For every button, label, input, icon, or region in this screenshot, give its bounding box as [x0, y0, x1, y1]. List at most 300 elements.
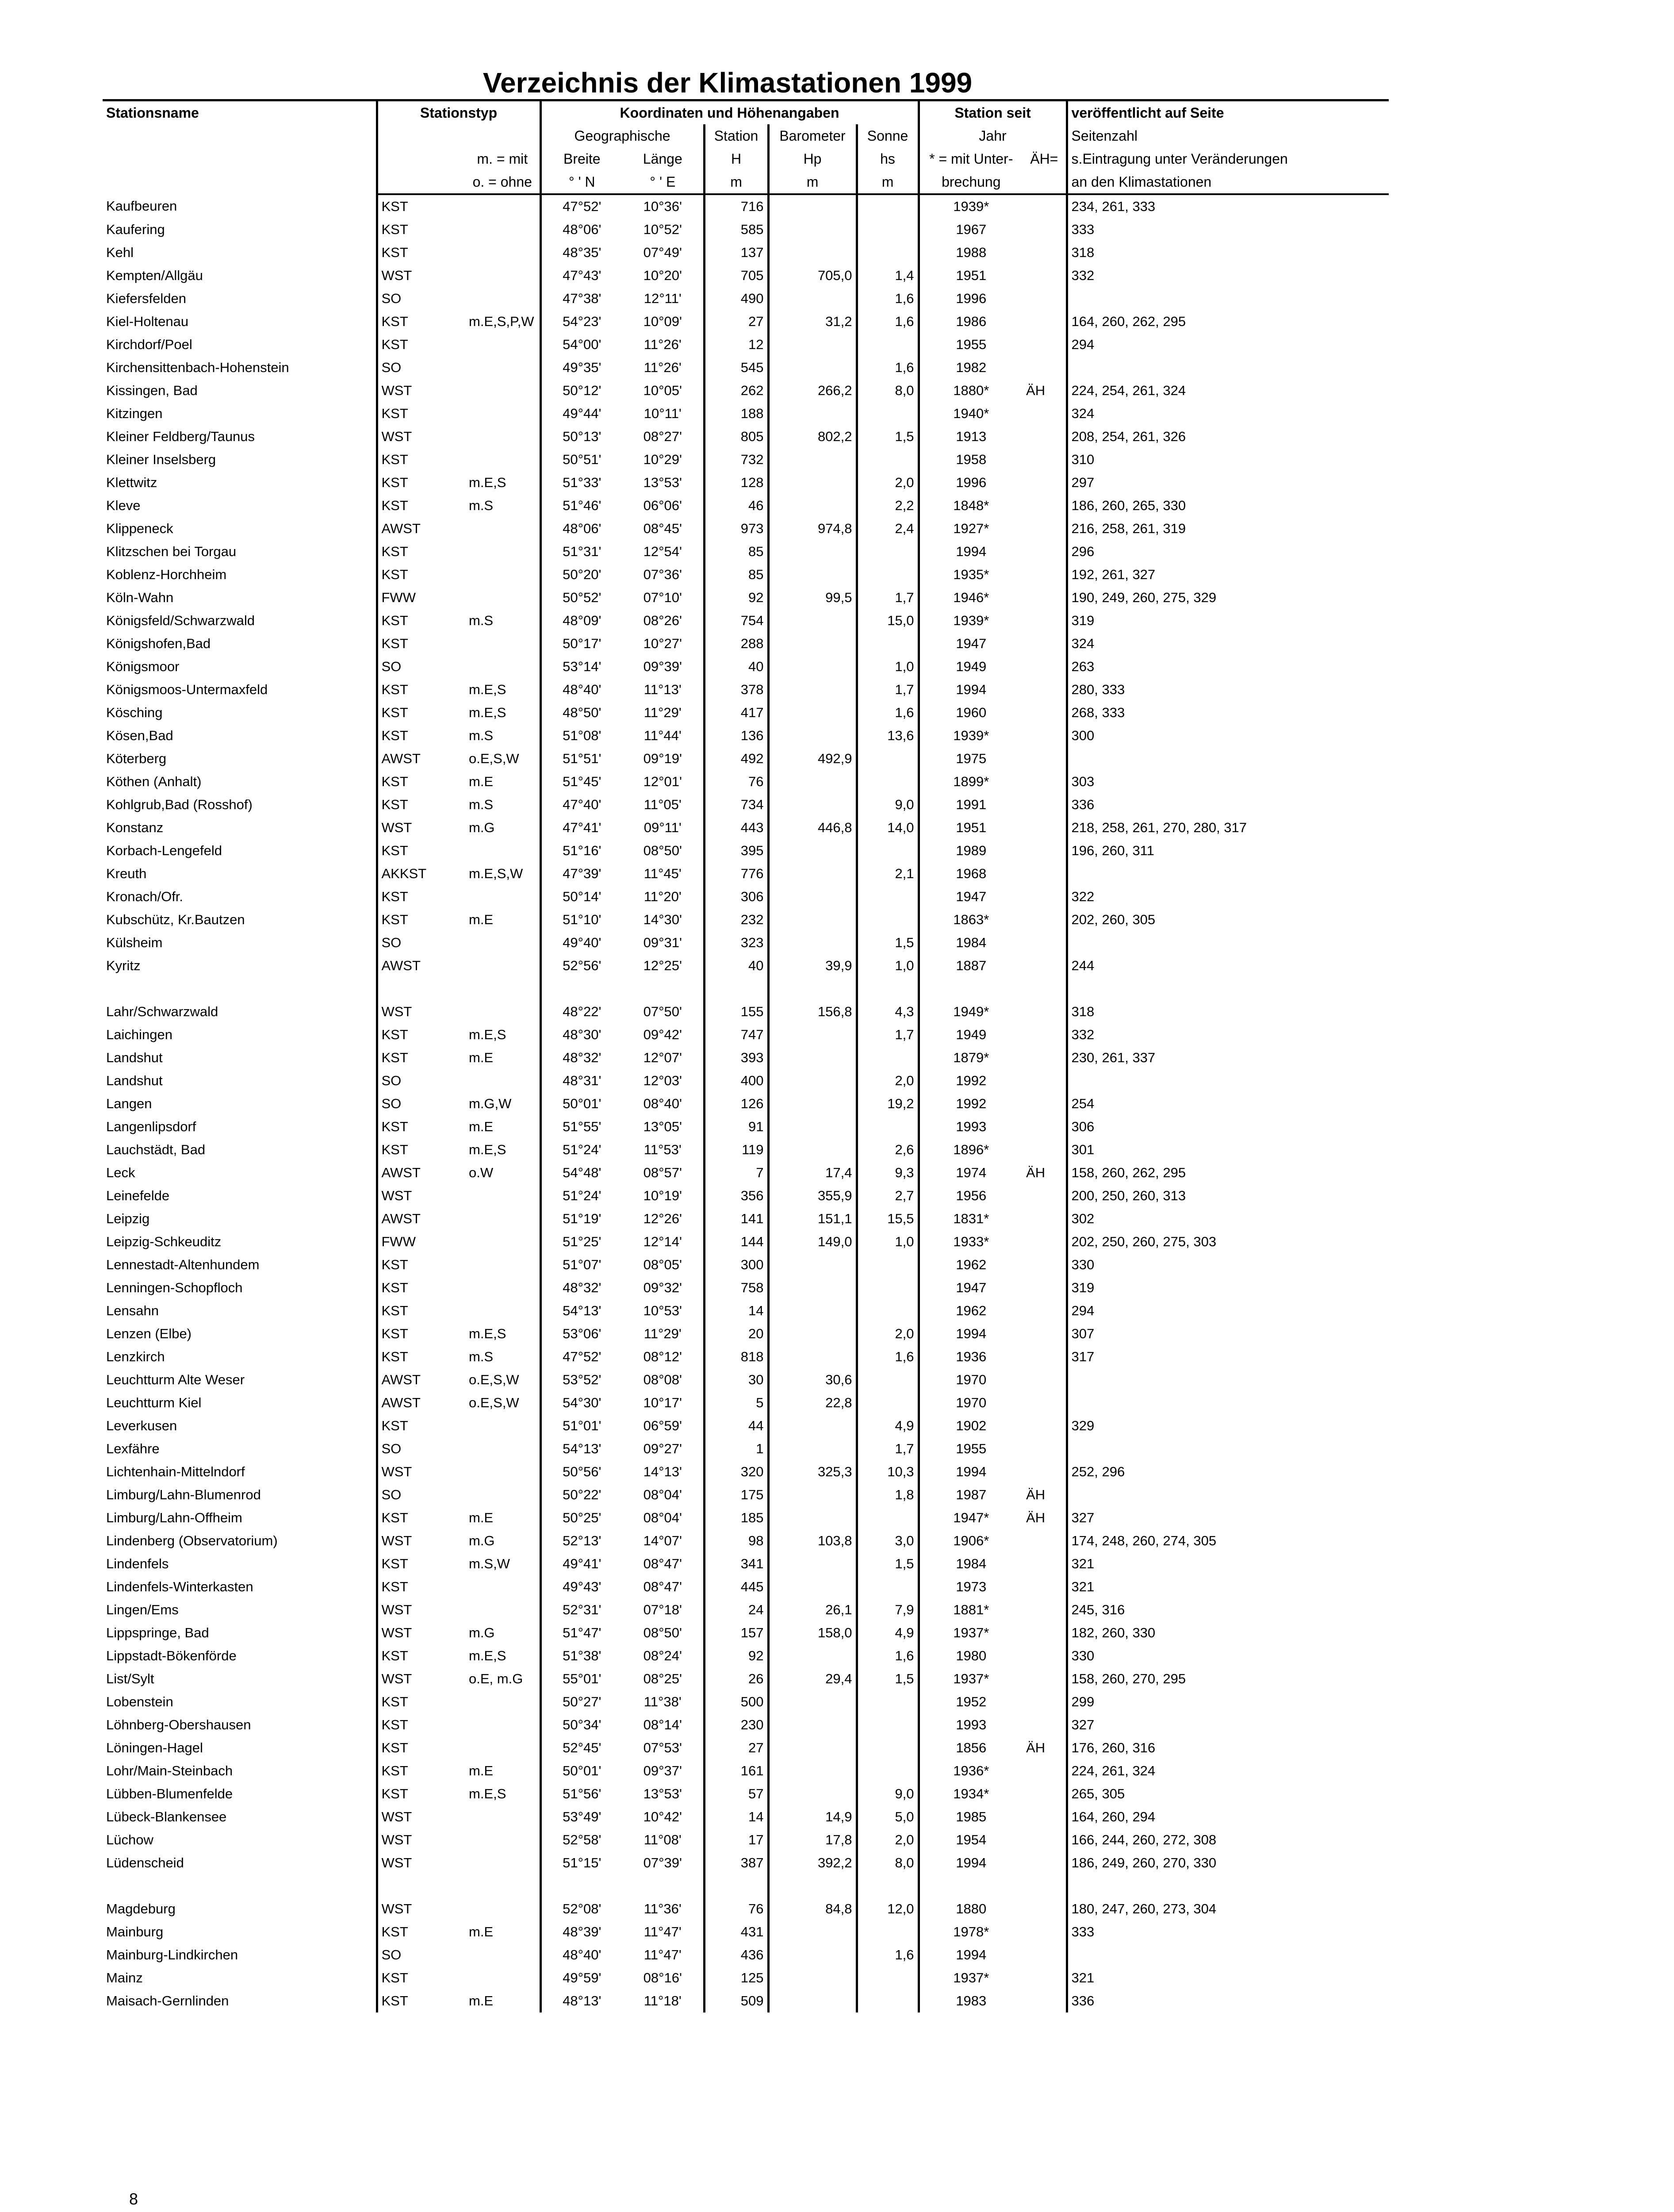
station-type: KST [381, 544, 408, 559]
pages: 174, 248, 260, 274, 305 [1071, 1533, 1217, 1548]
laenge: 08°04' [622, 1506, 704, 1529]
laenge: 12°11' [622, 287, 704, 310]
station-name: Langen [103, 1092, 377, 1115]
sonne-height: 2,0 [857, 471, 919, 494]
station-measure: o.E,S,W [465, 1368, 540, 1391]
station-measure: m.S [465, 793, 540, 816]
barometer-height [768, 1782, 857, 1805]
laenge: 08°50' [622, 1621, 704, 1644]
table-row [103, 1253, 1389, 1276]
table-row [103, 1667, 1389, 1690]
breite: 48°35' [563, 245, 601, 260]
sonne-height: 8,0 [857, 379, 919, 402]
station-type: WST [381, 1901, 412, 1916]
barometer-height: 325,3 [768, 1460, 857, 1483]
station-height: 125 [704, 1966, 768, 1989]
station-name: Kissingen, Bad [103, 379, 377, 402]
aeh-flag [1023, 310, 1067, 333]
table-row [103, 954, 1389, 977]
station-since: 1980 [956, 1648, 987, 1663]
table-row [103, 425, 1389, 448]
sonne-height [857, 402, 919, 425]
laenge: 08°14' [622, 1713, 704, 1736]
pages: 158, 260, 262, 295 [1071, 1165, 1186, 1180]
barometer-height [768, 1920, 857, 1943]
station-type: KST [381, 1050, 408, 1065]
station-since: 1993 [956, 1717, 987, 1732]
pages [1067, 1368, 1389, 1391]
station-measure [465, 1575, 540, 1598]
station-height: 417 [704, 701, 768, 724]
sonne-height: 7,9 [857, 1598, 919, 1621]
sonne-height: 2,6 [857, 1138, 919, 1161]
station-height: 973 [704, 517, 768, 540]
table-row [103, 816, 1389, 839]
laenge: 13°53' [622, 471, 704, 494]
barometer-height [768, 1046, 857, 1069]
station-type: WST [381, 1832, 412, 1847]
station-since: 1856 [956, 1740, 987, 1755]
station-since: 1831* [953, 1211, 989, 1226]
barometer-height: 17,4 [768, 1161, 857, 1184]
laenge: 11°47' [622, 1943, 704, 1966]
station-height: 185 [704, 1506, 768, 1529]
sonne-height [857, 1115, 919, 1138]
sonne-height: 1,4 [857, 264, 919, 287]
station-name: Klippeneck [103, 517, 377, 540]
station-type: AWST [381, 521, 421, 536]
station-measure [465, 1000, 540, 1023]
pages: 158, 260, 270, 295 [1071, 1671, 1186, 1686]
table-row [103, 1966, 1389, 1989]
barometer-height [768, 839, 857, 862]
pages: 280, 333 [1071, 682, 1125, 697]
station-measure: m.S,W [465, 1552, 540, 1575]
station-since: 1984 [956, 1556, 987, 1571]
aeh-flag [1023, 1713, 1067, 1736]
station-name: Laichingen [103, 1023, 377, 1046]
breite: 52°58' [563, 1832, 601, 1847]
station-type: KST [381, 613, 408, 628]
sonne-height: 1,6 [857, 287, 919, 310]
barometer-height [768, 333, 857, 356]
laenge: 11°44' [622, 724, 704, 747]
aeh-flag [1023, 540, 1067, 563]
aeh-flag [1023, 655, 1067, 678]
station-measure: m.E,S [465, 678, 540, 701]
breite: 48°31' [563, 1073, 601, 1088]
breite: 50°12' [563, 383, 601, 398]
station-name: Kösching [103, 701, 377, 724]
barometer-height: 974,8 [768, 517, 857, 540]
station-since: 1991 [956, 797, 987, 812]
station-since: 1962 [956, 1303, 987, 1318]
station-type: WST [381, 820, 412, 835]
station-since: 1994 [956, 1464, 987, 1479]
barometer-height: 392,2 [768, 1851, 857, 1874]
barometer-height [768, 1943, 857, 1966]
table-row [103, 1506, 1389, 1529]
table-row [103, 1943, 1389, 1966]
station-since: 1994 [956, 1855, 987, 1870]
barometer-height [768, 218, 857, 241]
group-gap [103, 1874, 1389, 1897]
aeh-flag: ÄH [1023, 1506, 1067, 1529]
aeh-flag [1023, 402, 1067, 425]
aeh-flag [1023, 1782, 1067, 1805]
pages [1067, 931, 1389, 954]
breite: 52°31' [563, 1602, 601, 1617]
barometer-height [768, 1437, 857, 1460]
station-height: 734 [704, 793, 768, 816]
header-geographische: Geographische [540, 124, 704, 147]
breite: 53°14' [563, 659, 601, 674]
sonne-height: 4,9 [857, 1414, 919, 1437]
barometer-height: 31,2 [768, 310, 857, 333]
aeh-flag [1023, 1184, 1067, 1207]
barometer-height [768, 1759, 857, 1782]
breite: 53°52' [563, 1372, 601, 1387]
station-type: KST [381, 1027, 408, 1042]
laenge: 14°07' [622, 1529, 704, 1552]
breite: 51°24' [563, 1188, 601, 1203]
barometer-height: 99,5 [768, 586, 857, 609]
aeh-flag [1023, 839, 1067, 862]
station-measure: m.E,S [465, 701, 540, 724]
station-height: 716 [704, 194, 768, 218]
pages: 263 [1071, 659, 1095, 674]
sonne-height: 1,8 [857, 1483, 919, 1506]
station-type: SO [381, 291, 402, 306]
barometer-height [768, 1736, 857, 1759]
table-row [103, 1736, 1389, 1759]
table-row [103, 241, 1389, 264]
table-row [103, 1989, 1389, 2012]
station-since: 1879* [953, 1050, 989, 1065]
pages: 234, 261, 333 [1071, 199, 1156, 214]
laenge: 10°17' [622, 1391, 704, 1414]
table-row [103, 1207, 1389, 1230]
station-type: SO [381, 1487, 402, 1502]
station-measure: m.G [465, 1529, 540, 1552]
station-name: Leuchtturm Alte Weser [103, 1368, 377, 1391]
table-row [103, 194, 1389, 218]
table-row [103, 1529, 1389, 1552]
station-height: 98 [704, 1529, 768, 1552]
header-mit: m. = mit [465, 147, 540, 170]
station-type: WST [381, 1004, 412, 1019]
table-row [103, 1805, 1389, 1828]
station-measure [465, 1069, 540, 1092]
table-row [103, 1621, 1389, 1644]
breite: 54°48' [563, 1165, 601, 1180]
station-measure: o.E,S,W [465, 747, 540, 770]
station-measure: m.E [465, 1989, 540, 2012]
station-type: WST [381, 1625, 412, 1640]
station-since: 1936* [953, 1763, 989, 1778]
station-since: 1947* [953, 1510, 989, 1525]
station-measure [465, 1943, 540, 1966]
sonne-height: 1,6 [857, 1644, 919, 1667]
aeh-flag [1023, 1851, 1067, 1874]
pages: 332 [1071, 1027, 1095, 1042]
breite: 49°59' [563, 1970, 601, 1985]
station-name: Lippstadt-Bökenförde [103, 1644, 377, 1667]
station-name: Lenzkirch [103, 1345, 377, 1368]
header-sonne-hs: hs [857, 147, 919, 170]
laenge: 11°26' [622, 333, 704, 356]
breite: 52°08' [563, 1901, 601, 1916]
station-since: 1939* [953, 199, 989, 214]
laenge: 08°04' [622, 1483, 704, 1506]
table-row [103, 379, 1389, 402]
sonne-height: 2,0 [857, 1322, 919, 1345]
pages: 319 [1071, 1280, 1095, 1295]
station-height: 26 [704, 1667, 768, 1690]
station-height: 395 [704, 839, 768, 862]
pages: 190, 249, 260, 275, 329 [1071, 590, 1217, 605]
station-type: KST [381, 1510, 408, 1525]
pages: 297 [1071, 475, 1095, 490]
pages: 332 [1071, 268, 1095, 283]
laenge: 07°39' [622, 1851, 704, 1874]
station-name: Klitzschen bei Torgau [103, 540, 377, 563]
barometer-height: 29,4 [768, 1667, 857, 1690]
station-name: Löhnberg-Obershausen [103, 1713, 377, 1736]
aeh-flag [1023, 1644, 1067, 1667]
station-name: Lauchstädt, Bad [103, 1138, 377, 1161]
aeh-flag [1023, 586, 1067, 609]
station-since: 1949* [953, 1004, 989, 1019]
breite: 50°52' [563, 590, 601, 605]
breite: 51°10' [563, 912, 601, 927]
aeh-flag [1023, 770, 1067, 793]
pages: 330 [1071, 1257, 1095, 1272]
aeh-flag [1023, 1598, 1067, 1621]
station-measure: m.E [465, 770, 540, 793]
laenge: 11°26' [622, 356, 704, 379]
sonne-height: 1,7 [857, 1023, 919, 1046]
station-measure [465, 1207, 540, 1230]
laenge: 12°01' [622, 770, 704, 793]
station-type: KST [381, 1970, 408, 1985]
page-number: 8 [129, 2190, 138, 2208]
station-since: 1935* [953, 567, 989, 582]
sonne-height: 14,0 [857, 816, 919, 839]
laenge: 11°36' [622, 1897, 704, 1920]
station-measure: m.S [465, 1345, 540, 1368]
station-name: Lexfähre [103, 1437, 377, 1460]
station-type: KST [381, 1142, 408, 1157]
barometer-height [768, 1483, 857, 1506]
sonne-height [857, 1391, 919, 1414]
sonne-height [857, 1575, 919, 1598]
breite: 51°46' [563, 498, 601, 513]
table-row [103, 655, 1389, 678]
barometer-height [768, 1575, 857, 1598]
breite: 49°40' [563, 935, 601, 950]
breite: 54°00' [563, 337, 601, 352]
station-type: WST [381, 383, 412, 398]
station-height: 262 [704, 379, 768, 402]
station-type: KST [381, 222, 408, 237]
pages: 321 [1071, 1970, 1095, 1985]
breite: 50°34' [563, 1717, 601, 1732]
sonne-height: 1,5 [857, 1552, 919, 1575]
laenge: 09°42' [622, 1023, 704, 1046]
table-row [103, 1322, 1389, 1345]
breite: 48°39' [563, 1924, 601, 1939]
laenge: 11°13' [622, 678, 704, 701]
station-since: 1880 [956, 1901, 987, 1916]
table-row [103, 931, 1389, 954]
sonne-height [857, 194, 919, 218]
header-eintragung: s.Eintragung unter Veränderungen [1071, 151, 1288, 167]
laenge: 10°05' [622, 379, 704, 402]
station-name: Mainz [103, 1966, 377, 1989]
breite: 51°31' [563, 544, 601, 559]
breite: 48°06' [563, 222, 601, 237]
station-name: Lobenstein [103, 1690, 377, 1713]
station-measure: m.E,S [465, 1023, 540, 1046]
pages: 254 [1071, 1096, 1095, 1111]
pages [1067, 1437, 1389, 1460]
station-type: KST [381, 245, 408, 260]
pages: 166, 244, 260, 272, 308 [1071, 1832, 1217, 1847]
barometer-height [768, 1989, 857, 2012]
laenge: 09°37' [622, 1759, 704, 1782]
pages: 216, 258, 261, 319 [1071, 521, 1186, 536]
breite: 47°40' [563, 797, 601, 812]
station-since: 1989 [956, 843, 987, 858]
aeh-flag [1023, 609, 1067, 632]
station-measure [465, 1713, 540, 1736]
station-measure [465, 1690, 540, 1713]
aeh-flag [1023, 1414, 1067, 1437]
station-since: 1984 [956, 935, 987, 950]
station-name: Königshofen,Bad [103, 632, 377, 655]
station-name: Leck [103, 1161, 377, 1184]
station-height: 85 [704, 563, 768, 586]
aeh-flag [1023, 425, 1067, 448]
station-name: Kubschütz, Kr.Bautzen [103, 908, 377, 931]
breite: 50°51' [563, 452, 601, 467]
pages: 303 [1071, 774, 1095, 789]
table-row [103, 1460, 1389, 1483]
station-measure [465, 563, 540, 586]
pages: 192, 261, 327 [1071, 567, 1156, 582]
table-row [103, 1046, 1389, 1069]
sonne-height [857, 1920, 919, 1943]
station-measure [465, 1460, 540, 1483]
station-height: 128 [704, 471, 768, 494]
station-name: Leverkusen [103, 1414, 377, 1437]
table-row [103, 448, 1389, 471]
aeh-flag [1023, 1805, 1067, 1828]
station-name: Kiefersfelden [103, 287, 377, 310]
sonne-height [857, 540, 919, 563]
barometer-height [768, 356, 857, 379]
table-row [103, 1230, 1389, 1253]
barometer-height [768, 1069, 857, 1092]
station-type: KST [381, 1326, 408, 1341]
station-measure [465, 356, 540, 379]
station-name: Lippspringe, Bad [103, 1621, 377, 1644]
aeh-flag [1023, 862, 1067, 885]
station-measure [465, 1253, 540, 1276]
station-name: Langenlipsdorf [103, 1115, 377, 1138]
table-row [103, 701, 1389, 724]
station-height: 12 [704, 333, 768, 356]
aeh-flag [1023, 1989, 1067, 2012]
station-since: 1996 [956, 291, 987, 306]
station-name: Kehl [103, 241, 377, 264]
pages: 244 [1071, 958, 1095, 973]
table-row [103, 793, 1389, 816]
station-name: List/Sylt [103, 1667, 377, 1690]
station-height: 20 [704, 1322, 768, 1345]
barometer-height: 446,8 [768, 816, 857, 839]
station-type: SO [381, 659, 402, 674]
sonne-height: 1,7 [857, 1437, 919, 1460]
breite: 49°41' [563, 1556, 601, 1571]
station-type: KST [381, 199, 408, 214]
aeh-flag [1023, 1253, 1067, 1276]
station-since: 1993 [956, 1119, 987, 1134]
station-name: Lichtenhain-Mittelndorf [103, 1460, 377, 1483]
station-height: 85 [704, 540, 768, 563]
station-measure [465, 379, 540, 402]
laenge: 08°57' [622, 1161, 704, 1184]
header-stationsname: Stationsname [103, 100, 377, 195]
aeh-flag [1023, 448, 1067, 471]
station-measure: m.E [465, 1506, 540, 1529]
table-row [103, 287, 1389, 310]
laenge: 09°39' [622, 655, 704, 678]
aeh-flag [1023, 1207, 1067, 1230]
table-row [103, 1897, 1389, 1920]
barometer-height [768, 655, 857, 678]
pages: 318 [1071, 245, 1095, 260]
station-measure [465, 839, 540, 862]
aeh-flag [1023, 1322, 1067, 1345]
barometer-height [768, 563, 857, 586]
sonne-height: 2,7 [857, 1184, 919, 1207]
barometer-height [768, 1966, 857, 1989]
station-since: 1967 [956, 222, 987, 237]
barometer-height: 705,0 [768, 264, 857, 287]
station-measure [465, 1851, 540, 1874]
station-height: 230 [704, 1713, 768, 1736]
header-stationstyp: Stationstyp [377, 100, 540, 125]
laenge: 08°25' [622, 1667, 704, 1690]
laenge: 10°42' [622, 1805, 704, 1828]
station-height: 27 [704, 1736, 768, 1759]
barometer-height [768, 1690, 857, 1713]
breite: 50°27' [563, 1694, 601, 1709]
breite: 50°01' [563, 1763, 601, 1778]
station-measure [465, 218, 540, 241]
station-name: Lindenfels [103, 1552, 377, 1575]
barometer-height [768, 1092, 857, 1115]
station-name: Leuchtturm Kiel [103, 1391, 377, 1414]
station-since: 1913 [956, 429, 987, 444]
barometer-height [768, 609, 857, 632]
table-row [103, 885, 1389, 908]
station-name: Lensahn [103, 1299, 377, 1322]
table-row [103, 356, 1389, 379]
station-measure [465, 1966, 540, 1989]
